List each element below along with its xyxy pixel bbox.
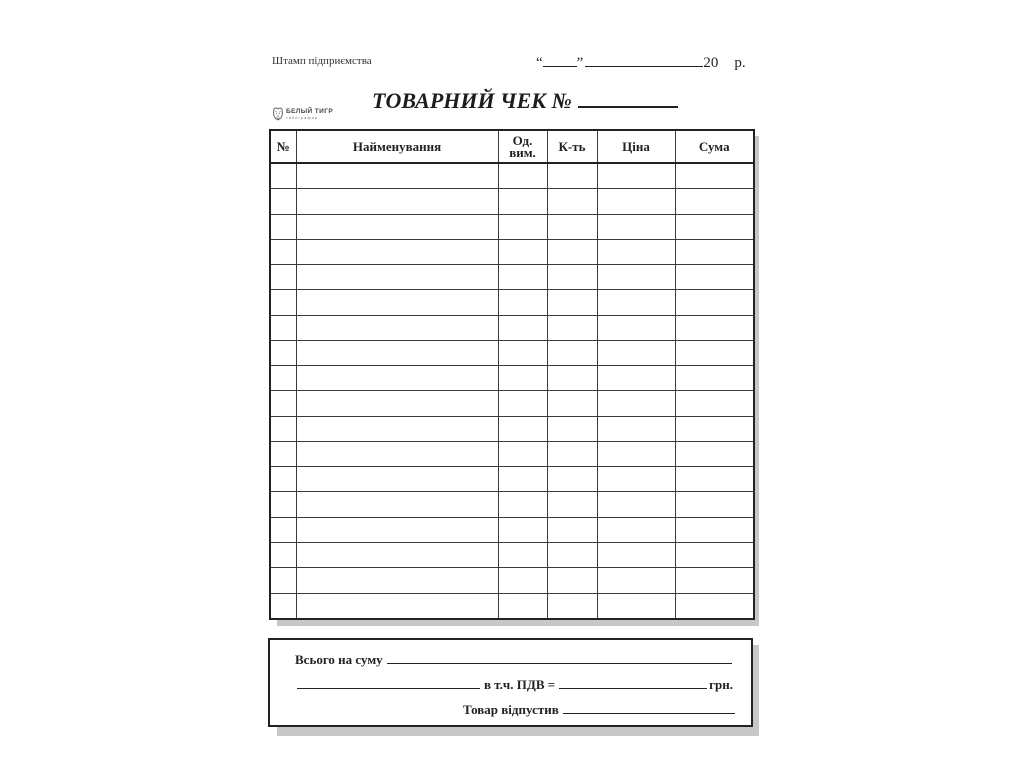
receipt-number-blank[interactable] (578, 86, 678, 108)
tiger-head-icon (272, 107, 284, 121)
cell-unit[interactable] (498, 391, 547, 416)
table-row (270, 214, 754, 239)
cell-sum[interactable] (675, 441, 754, 466)
column-header-price: Ціна (597, 130, 675, 163)
cell-sum[interactable] (675, 568, 754, 593)
cell-quantity[interactable] (547, 340, 597, 365)
table-body (270, 163, 754, 619)
cell-unit[interactable] (498, 492, 547, 517)
totals-box (268, 638, 753, 727)
cell-price[interactable] (597, 593, 675, 619)
column-header-sum: Сума (675, 130, 754, 163)
table-row (270, 163, 754, 189)
cell-number[interactable] (270, 265, 296, 290)
cell-price[interactable] (597, 391, 675, 416)
cell-unit[interactable] (498, 517, 547, 542)
receipt-title-text: ТОВАРНИЙ ЧЕК № (372, 88, 572, 113)
company-stamp-label: Штамп підприємства (272, 55, 372, 67)
cell-number[interactable] (270, 568, 296, 593)
cell-unit[interactable] (498, 593, 547, 619)
cell-price[interactable] (597, 366, 675, 391)
cell-unit[interactable] (498, 467, 547, 492)
cell-name[interactable] (296, 416, 498, 441)
table-row (270, 467, 754, 492)
cell-name[interactable] (296, 441, 498, 466)
cell-number[interactable] (270, 239, 296, 264)
cell-quantity[interactable] (547, 315, 597, 340)
cell-unit[interactable] (498, 340, 547, 365)
cell-unit[interactable] (498, 543, 547, 568)
cell-number[interactable] (270, 441, 296, 466)
cell-price[interactable] (597, 214, 675, 239)
cell-name[interactable] (296, 340, 498, 365)
cell-quantity[interactable] (547, 214, 597, 239)
cell-quantity[interactable] (547, 391, 597, 416)
year-suffix: р. (734, 55, 746, 71)
cell-quantity[interactable] (547, 366, 597, 391)
column-header-name: Найменування (296, 130, 498, 163)
cell-price[interactable] (597, 239, 675, 264)
table-row (270, 366, 754, 391)
vat-label: в т.ч. ПДВ = (484, 677, 556, 692)
cell-name[interactable] (296, 214, 498, 239)
cell-sum[interactable] (675, 239, 754, 264)
vat-amount-blank[interactable] (559, 675, 707, 689)
table-row (270, 441, 754, 466)
cell-sum[interactable] (675, 467, 754, 492)
cell-unit[interactable] (498, 265, 547, 290)
cell-unit[interactable] (498, 416, 547, 441)
cell-number[interactable] (270, 517, 296, 542)
cell-name[interactable] (296, 366, 498, 391)
table-header-row (270, 130, 754, 163)
cell-number[interactable] (270, 315, 296, 340)
year-prefix: 20 (703, 55, 719, 71)
currency-label: грн. (709, 677, 734, 692)
receipt-title (372, 86, 678, 114)
table-row (270, 568, 754, 593)
cell-unit[interactable] (498, 568, 547, 593)
cell-price[interactable] (597, 568, 675, 593)
table-row (270, 593, 754, 619)
cell-sum[interactable] (675, 416, 754, 441)
cell-name[interactable] (296, 163, 498, 189)
column-header-unit-line1: Од. (512, 132, 533, 148)
goods-table (269, 129, 755, 620)
cell-number[interactable] (270, 593, 296, 619)
table-row (270, 543, 754, 568)
cell-number[interactable] (270, 543, 296, 568)
cell-sum[interactable] (675, 214, 754, 239)
cell-name[interactable] (296, 239, 498, 264)
cell-number[interactable] (270, 189, 296, 214)
cell-name[interactable] (296, 467, 498, 492)
cell-number[interactable] (270, 391, 296, 416)
total-amount-words-blank[interactable] (297, 675, 480, 689)
cell-price[interactable] (597, 315, 675, 340)
cell-unit[interactable] (498, 163, 547, 189)
cell-name[interactable] (296, 543, 498, 568)
cell-price[interactable] (597, 543, 675, 568)
cell-number[interactable] (270, 366, 296, 391)
date-close-quote: ” (576, 55, 584, 71)
logo-brand-text: БЕЛЫЙ ТИГР (286, 108, 334, 115)
month-blank[interactable] (585, 53, 703, 67)
vat-line (297, 675, 733, 693)
cell-number[interactable] (270, 290, 296, 315)
cell-name[interactable] (296, 391, 498, 416)
cell-name[interactable] (296, 517, 498, 542)
cell-quantity[interactable] (547, 467, 597, 492)
cell-unit[interactable] (498, 239, 547, 264)
cell-sum[interactable] (675, 543, 754, 568)
cell-price[interactable] (597, 340, 675, 365)
table-row (270, 290, 754, 315)
cell-quantity[interactable] (547, 568, 597, 593)
cell-sum[interactable] (675, 593, 754, 619)
cell-price[interactable] (597, 189, 675, 214)
cell-price[interactable] (597, 265, 675, 290)
cell-quantity[interactable] (547, 163, 597, 189)
date-open-quote: “ (536, 55, 543, 71)
column-header-unit-line2: вим. (509, 144, 536, 160)
cell-quantity[interactable] (547, 290, 597, 315)
cell-sum[interactable] (675, 265, 754, 290)
total-sum-blank[interactable] (387, 650, 732, 664)
table-row (270, 239, 754, 264)
table-row (270, 315, 754, 340)
total-sum-line (295, 650, 732, 668)
cell-quantity[interactable] (547, 593, 597, 619)
cell-sum[interactable] (675, 391, 754, 416)
table-row (270, 391, 754, 416)
column-header-number: № (270, 130, 296, 163)
cell-price[interactable] (597, 492, 675, 517)
table-row (270, 340, 754, 365)
cell-sum[interactable] (675, 163, 754, 189)
cell-sum[interactable] (675, 290, 754, 315)
cell-name[interactable] (296, 265, 498, 290)
cell-quantity[interactable] (547, 265, 597, 290)
cell-unit[interactable] (498, 366, 547, 391)
table-row (270, 189, 754, 214)
cell-price[interactable] (597, 290, 675, 315)
cell-quantity[interactable] (547, 517, 597, 542)
cell-number[interactable] (270, 163, 296, 189)
cell-number[interactable] (270, 416, 296, 441)
publisher-logo (272, 107, 342, 121)
cell-number[interactable] (270, 467, 296, 492)
cell-name[interactable] (296, 593, 498, 619)
column-header-unit (498, 130, 547, 163)
table-row (270, 492, 754, 517)
total-sum-label: Всього на суму (295, 652, 383, 667)
cell-quantity[interactable] (547, 543, 597, 568)
logo-subtitle-text: типография (286, 115, 319, 120)
released-by-label: Товар відпустив (463, 702, 559, 717)
cell-quantity[interactable] (547, 492, 597, 517)
cell-price[interactable] (597, 517, 675, 542)
cell-quantity[interactable] (547, 189, 597, 214)
cell-unit[interactable] (498, 189, 547, 214)
cell-sum[interactable] (675, 189, 754, 214)
released-by-blank[interactable] (563, 700, 735, 714)
column-header-quantity: К-ть (547, 130, 597, 163)
table-row (270, 265, 754, 290)
cell-number[interactable] (270, 340, 296, 365)
cell-name[interactable] (296, 568, 498, 593)
released-by-line (463, 700, 735, 718)
table-row (270, 517, 754, 542)
cell-sum[interactable] (675, 492, 754, 517)
cell-price[interactable] (597, 163, 675, 189)
cell-name[interactable] (296, 492, 498, 517)
cell-name[interactable] (296, 290, 498, 315)
cell-sum[interactable] (675, 366, 754, 391)
date-field[interactable] (536, 53, 746, 72)
cell-unit[interactable] (498, 290, 547, 315)
cell-name[interactable] (296, 189, 498, 214)
cell-unit[interactable] (498, 214, 547, 239)
cell-sum[interactable] (675, 340, 754, 365)
cell-quantity[interactable] (547, 416, 597, 441)
cell-number[interactable] (270, 492, 296, 517)
day-blank[interactable] (543, 53, 577, 67)
cell-unit[interactable] (498, 441, 547, 466)
cell-sum[interactable] (675, 517, 754, 542)
cell-price[interactable] (597, 416, 675, 441)
cell-quantity[interactable] (547, 239, 597, 264)
cell-number[interactable] (270, 214, 296, 239)
cell-price[interactable] (597, 441, 675, 466)
table-row (270, 416, 754, 441)
cell-quantity[interactable] (547, 441, 597, 466)
cell-sum[interactable] (675, 315, 754, 340)
cell-unit[interactable] (498, 315, 547, 340)
cell-price[interactable] (597, 467, 675, 492)
cell-name[interactable] (296, 315, 498, 340)
